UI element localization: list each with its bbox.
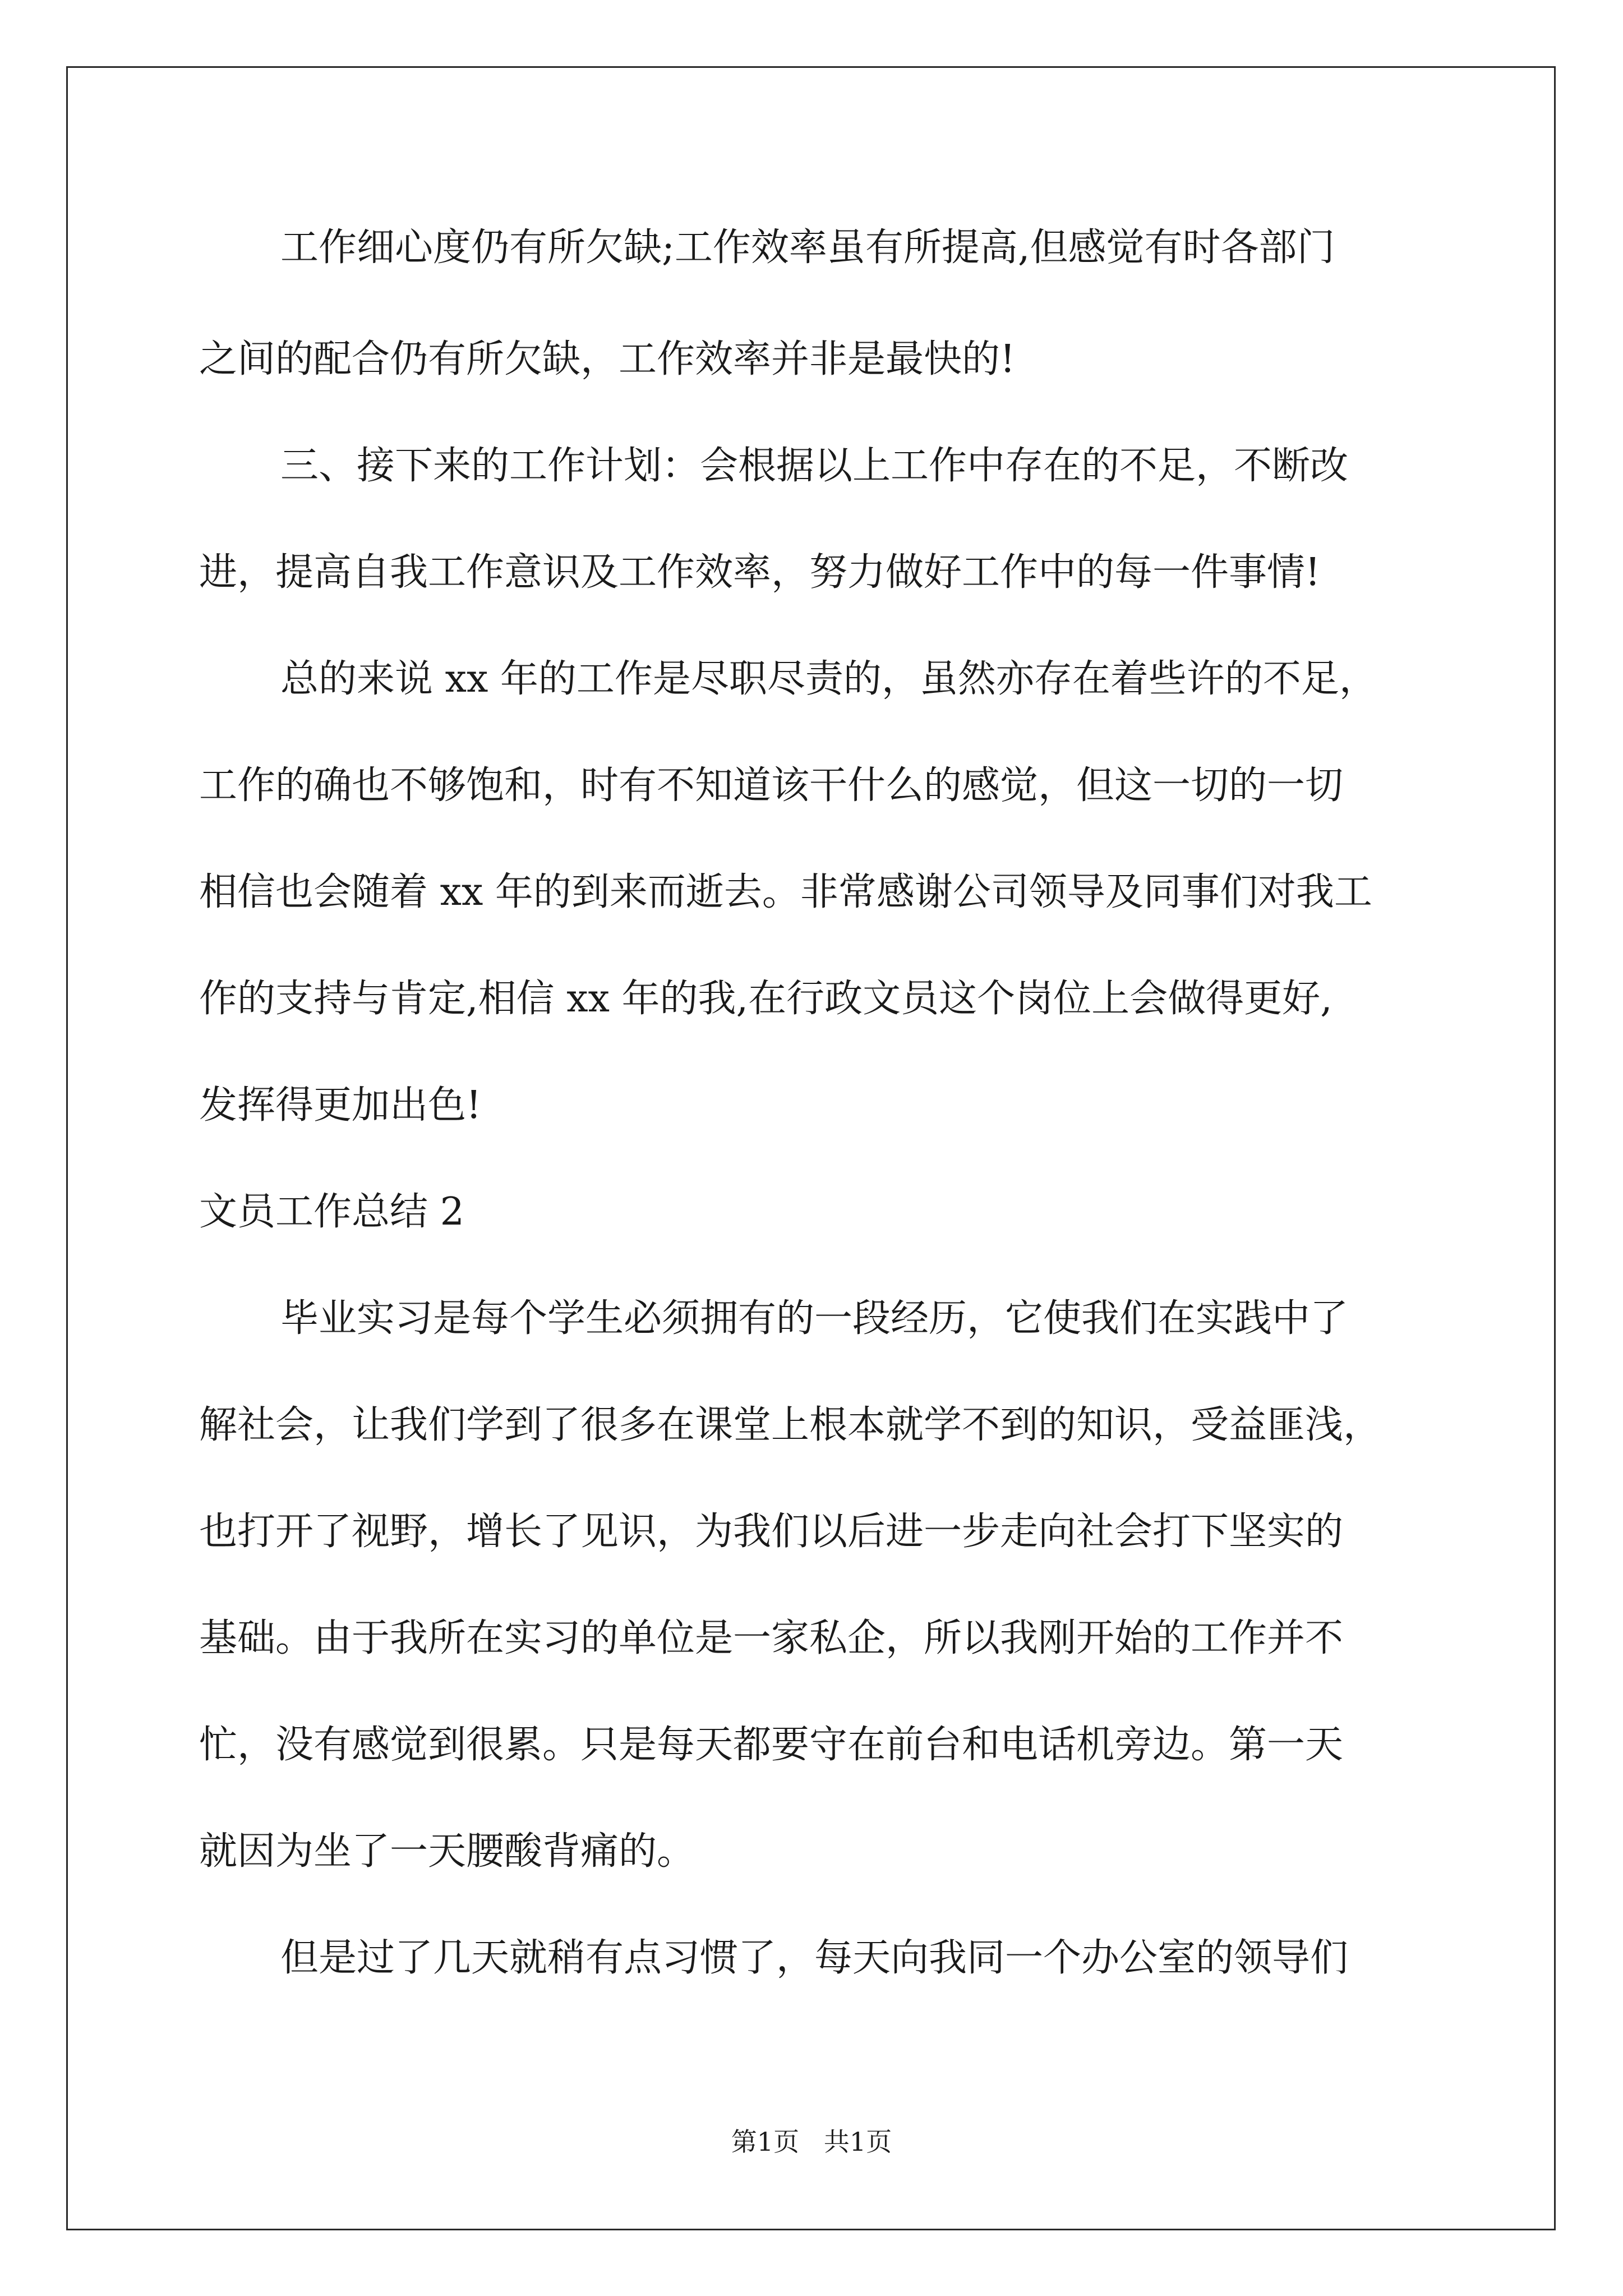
text-line: 作的支持与肯定,相信 xx 年的我,在行政文员这个岗位上会做得更好, — [199, 977, 1332, 1021]
text-line: 相信也会随着 xx 年的到来而逝去。非常感谢公司领导及同事们对我工 — [199, 870, 1372, 914]
text-line: 就因为坐了一天腰酸背痛的。 — [199, 1829, 695, 1874]
text-line: 基础。由于我所在实习的单位是一家私企，所以我刚开始的工作并不 — [199, 1616, 1344, 1660]
text-line: 也打开了视野，增长了见识，为我们以后进一步走向社会打下坚实的 — [199, 1510, 1344, 1554]
text-line: 之间的配合仍有所欠缺，工作效率并非是最快的! — [199, 337, 1016, 381]
text-line: 进，提高自我工作意识及工作效率，努力做好工作中的每一件事情! — [199, 550, 1321, 595]
text-line: 工作的确也不够饱和，时有不知道该干什么的感觉，但这一切的一切 — [199, 763, 1344, 808]
text-line: 但是过了几天就稍有点习惯了，每天向我同一个办公室的领导们 — [280, 1936, 1349, 1980]
page-border — [66, 66, 1556, 2230]
text-line: 毕业实习是每个学生必须拥有的一段经历，它使我们在实践中了 — [280, 1296, 1349, 1341]
text-line: 解社会，让我们学到了很多在课堂上根本就学不到的知识，受益匪浅， — [199, 1403, 1382, 1447]
text-line: 发挥得更加出色! — [199, 1083, 482, 1128]
section-heading: 文员工作总结 2 — [199, 1190, 464, 1234]
text-line: 忙，没有感觉到很累。只是每天都要守在前台和电话机旁边。第一天 — [199, 1723, 1344, 1767]
page-number: 第1页 共1页 — [731, 2127, 892, 2157]
text-line: 工作细心度仍有所欠缺;工作效率虽有所提高,但感觉有时各部门 — [280, 226, 1335, 270]
text-line: 三、接下来的工作计划：会根据以上工作中存在的不足，不断改 — [280, 444, 1349, 488]
text-line: 总的来说 xx 年的工作是尽职尽责的，虽然亦存在着些许的不足， — [280, 657, 1377, 701]
